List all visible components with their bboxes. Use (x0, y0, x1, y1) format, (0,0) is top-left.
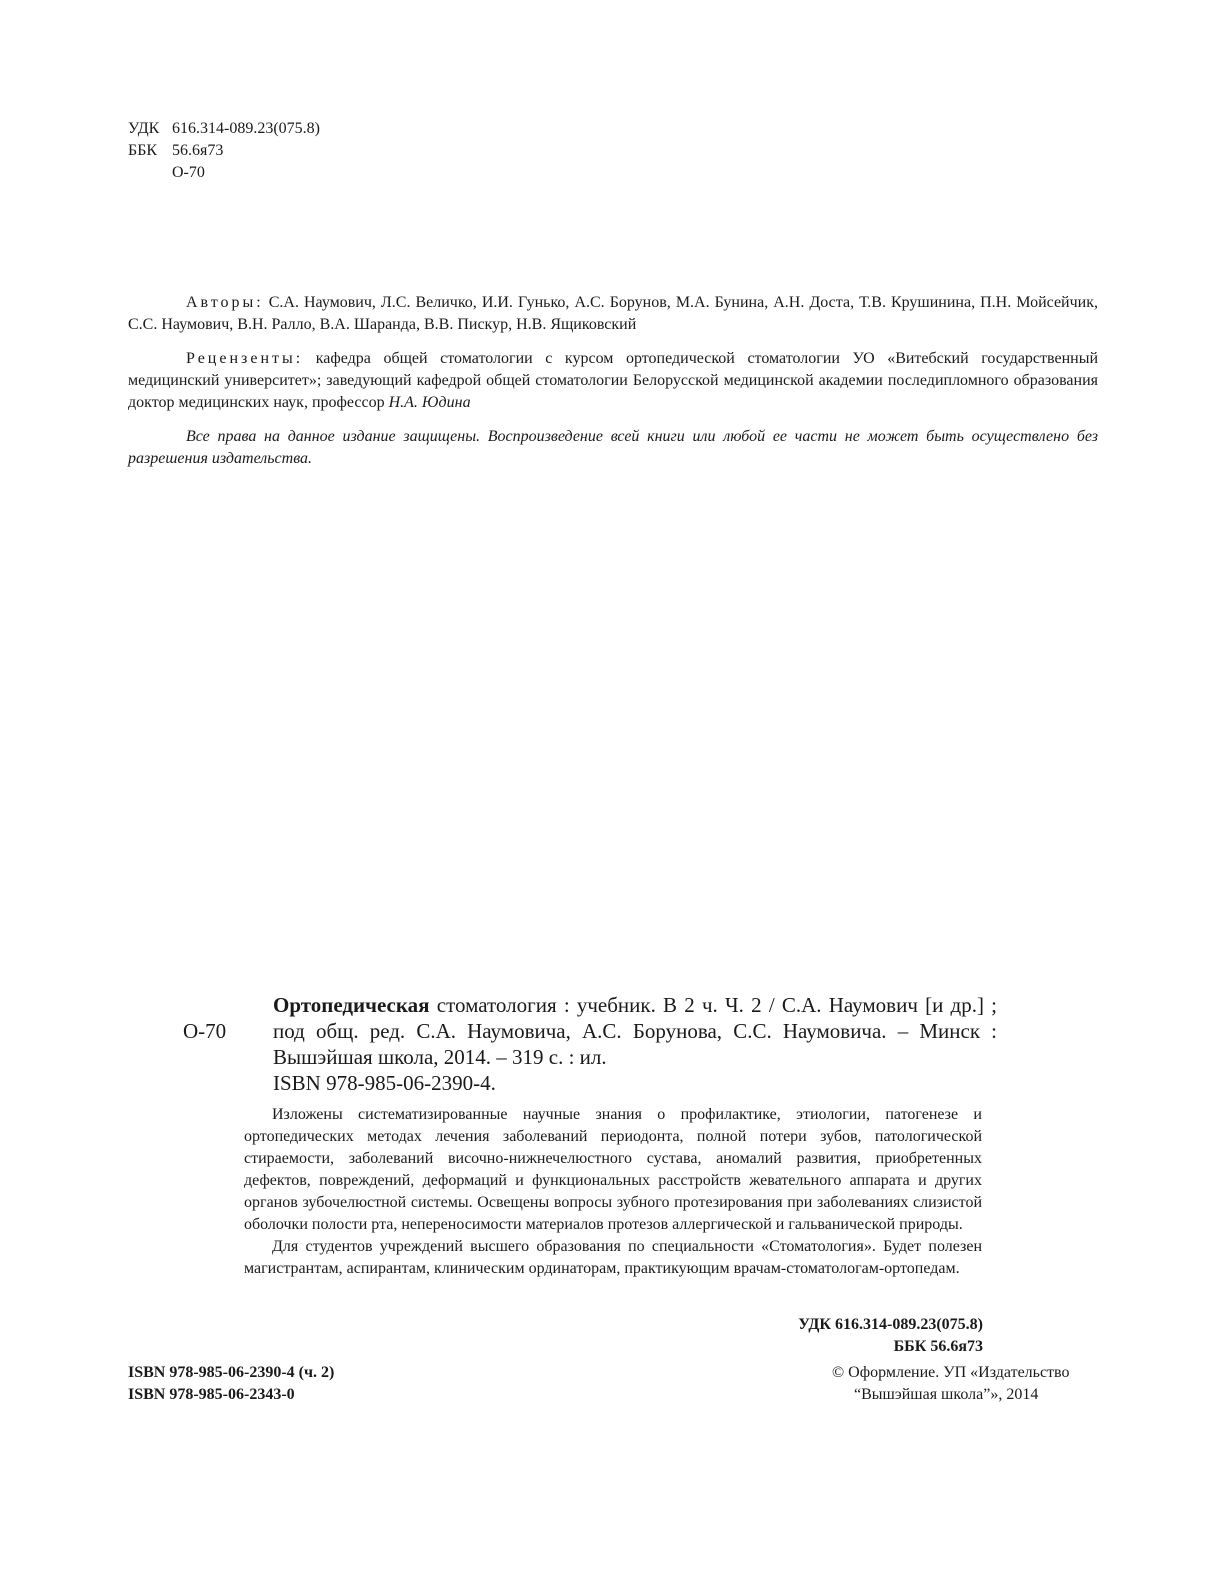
top-classification-codes (128, 118, 320, 184)
bibliographic-description: стоматология : учебник. В 2 ч. Ч. 2 / С.А. Наумович [и др.] ; под общ. ред. С.А. Наумовича, А.С. Борунова, С.С. Наумовича. – Минск : Вышэйшая школа, 2014. – 319 с. : ил. (273, 993, 998, 1069)
copyright-notice (832, 1362, 1098, 1406)
reviewers-text: кафедра общей стоматологии с курсом ортопедической стоматологии УО «Витебский государственный медицинский университет»; заведующий кафедрой общей стоматологии Белорусской медицинской академии последипломного образования доктор медицинских наук, профессор (128, 350, 1099, 411)
reviewer-name: Н.А. Юдина (388, 394, 471, 411)
bibliographic-isbn: ISBN 978-985-06-2390-4. (273, 1071, 496, 1095)
rights-notice-text: Все права на данное издание защищены. Воспроизведение всей книги или любой ее части не может быть осуществлено без разрешения издательства. (128, 428, 1098, 467)
isbn-set: ISBN 978-985-06-2343-0 (128, 1386, 295, 1403)
udk-row (128, 118, 320, 140)
udk-label: УДК (128, 120, 160, 137)
reviewers-label: Рецензенты: (186, 350, 304, 367)
rights-notice (128, 426, 1098, 470)
bottom-bbk: ББК 56.6я73 (893, 1338, 983, 1355)
bbk-label: ББК (128, 142, 158, 159)
isbn-part: ISBN 978-985-06-2390-4 (ч. 2) (128, 1364, 335, 1381)
author-mark: О-70 (172, 164, 205, 181)
copyright-line-2: “Вышэйшая школа”», 2014 (854, 1386, 1039, 1403)
authors-list: С.А. Наумович, Л.С. Величко, И.И. Гунько, А.С. Борунов, М.А. Бунина, А.Н. Доста, Т.В. Крушинина, П.Н. Мойсейчик, С.С. Наумович, В.Н. Ралло, В.А. Шаранда, В.В. Пискур, Н.В. Ящиковский (128, 294, 1098, 333)
bibliographic-title: Ортопедическая (273, 993, 430, 1017)
annotation-paragraph-1: Изложены систематизированные научные знания о профилактике, этиологии, патогенезе и ортопедических методах лечения заболеваний периодонта, полной потери зубов, патологической стираемости, заболеваний височно-нижнечелюстного сустава, аномалий развития, приобретенных дефектов, повреждений, деформаций и функциональных расстройств жевательного аппарата и других органов зубочелюстной системы. Освещены вопросы зубного протезирования при заболеваниях слизистой оболочки полости рта, непереносимости материалов протезов аллергической и гальванической природы. (244, 1106, 982, 1233)
bibliographic-record (273, 992, 997, 1096)
bbk-value: 56.6я73 (172, 142, 224, 159)
annotation-paragraph-2: Для студентов учреждений высшего образования по специальности «Стоматология». Будет полезен магистрантам, аспирантам, клиническим ординаторам, практикующим врачам-стоматологам-ортопедам. (244, 1238, 982, 1277)
authors-paragraph (128, 292, 1098, 336)
annotation (244, 1104, 982, 1280)
udk-value: 616.314-089.23(075.8) (172, 120, 320, 137)
bbk-row (128, 140, 320, 162)
reviewers-paragraph (128, 348, 1098, 414)
authors-label: Авторы: (186, 294, 264, 311)
isbn-list (128, 1362, 334, 1406)
bottom-udk: УДК 616.314-089.23(075.8) (798, 1316, 983, 1333)
copyright-line-1: © Оформление. УП «Издательство (832, 1364, 1070, 1381)
bibliographic-author-mark: О-70 (183, 1019, 227, 1043)
bottom-classification-codes (798, 1314, 983, 1358)
